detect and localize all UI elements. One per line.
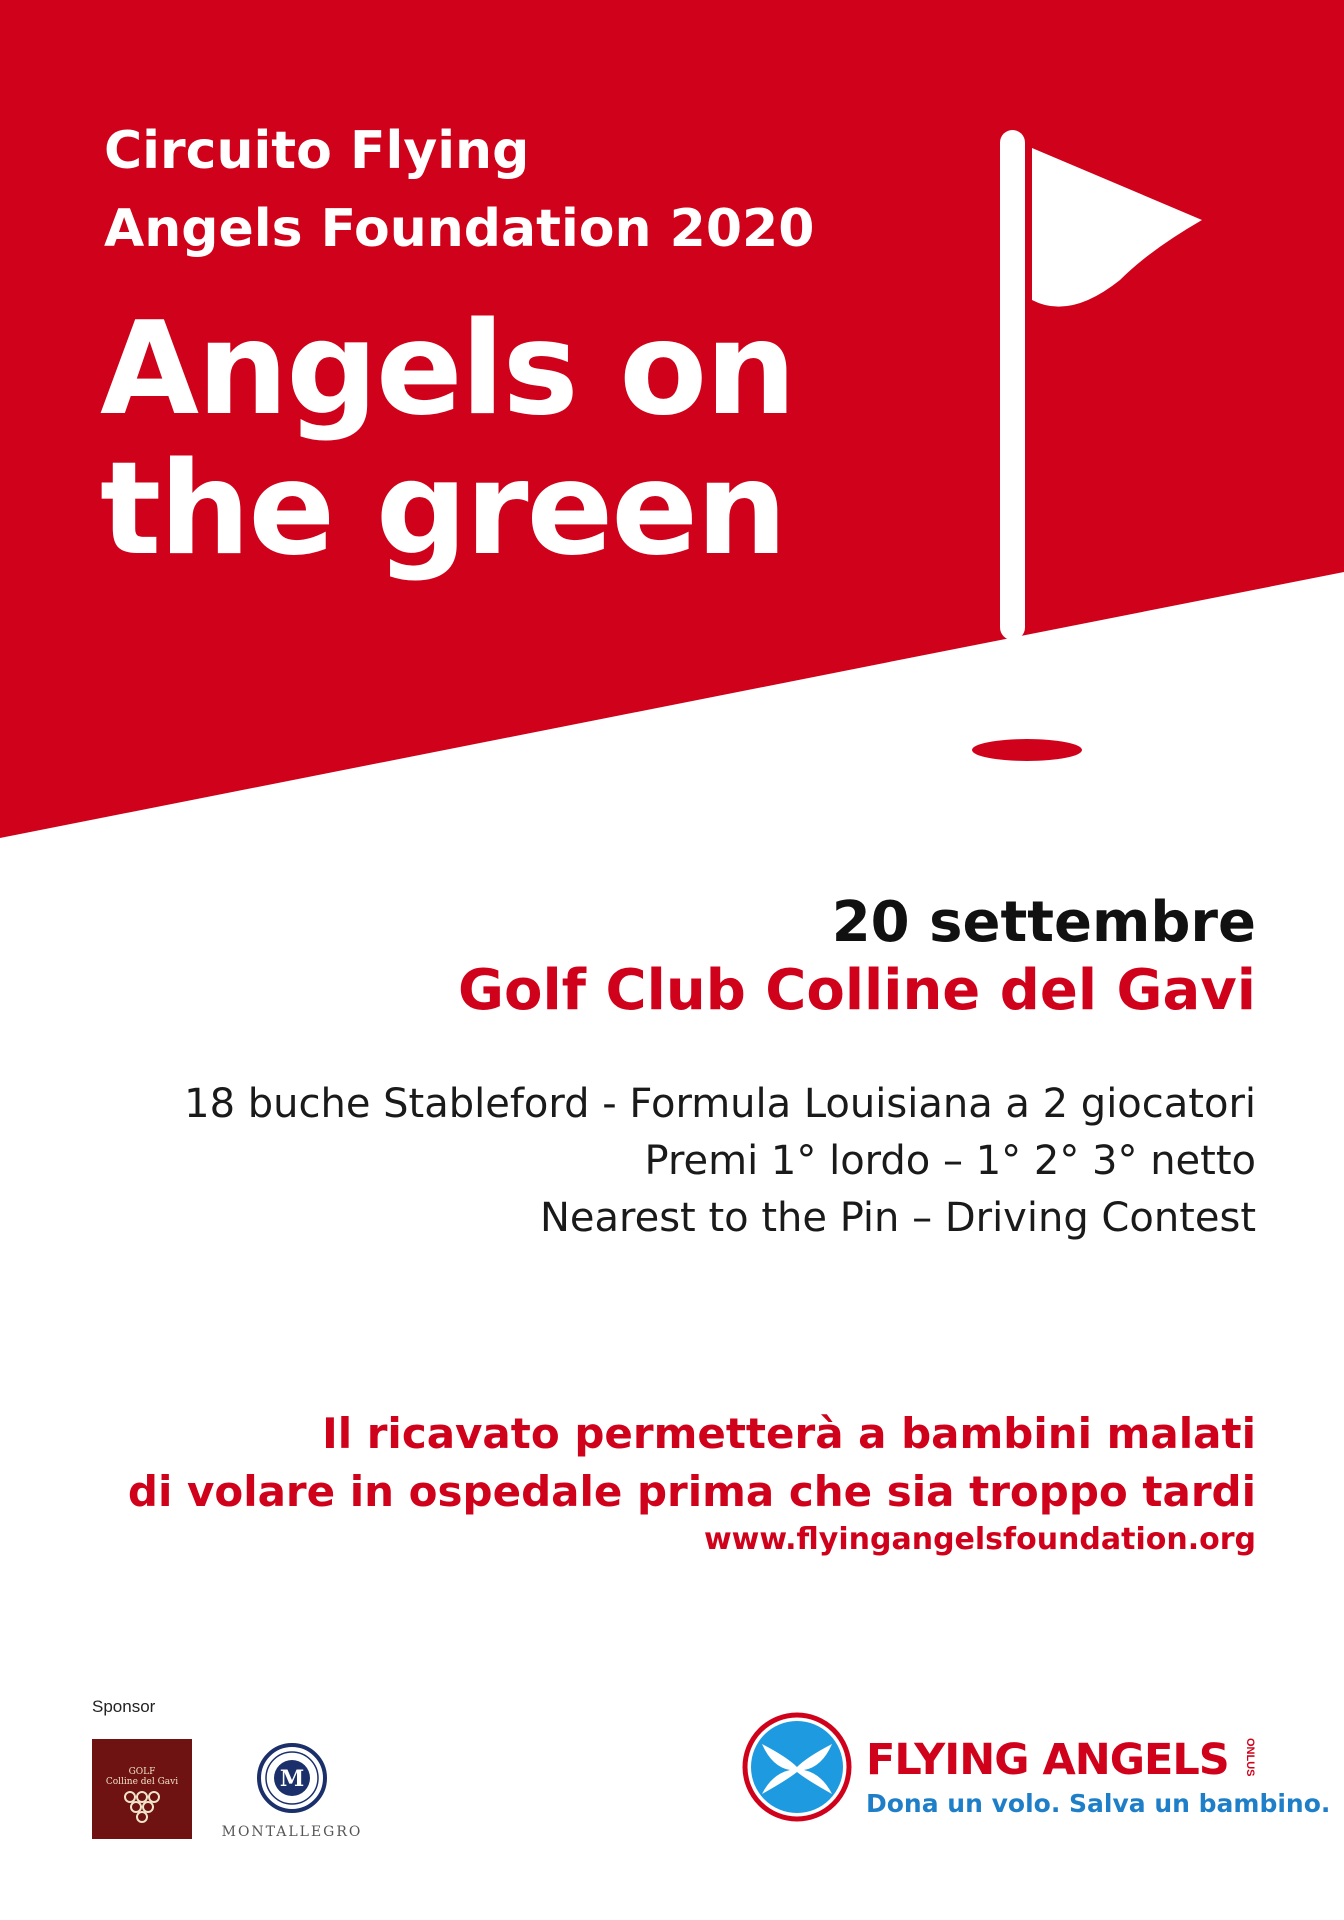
sponsor-golf-colline-logo <box>92 1739 192 1839</box>
charity-message: Il ricavato permetterà a bambini malati di volare in ospedale prima che sia troppo tardi <box>127 1409 1256 1516</box>
organizer-tagline: Dona un volo. Salva un bambino. <box>866 1789 1331 1818</box>
charity-website-link[interactable]: www.flyingangelsfoundation.org <box>703 1522 1256 1557</box>
event-date: 20 settembre <box>831 890 1256 955</box>
montallegro-name: MONTALLEGRO <box>221 1824 363 1840</box>
detail-contests: Nearest to the Pin – Driving Contest <box>540 1195 1256 1241</box>
golf-hole-icon <box>972 739 1082 761</box>
event-venue: Golf Club Colline del Gavi <box>458 958 1256 1023</box>
flying-angels-logo-icon <box>742 1712 852 1822</box>
golf-flag-icon <box>930 120 1230 770</box>
golf-logo-line1: GOLF <box>128 1767 156 1777</box>
detail-prizes: Premi 1° lordo – 1° 2° 3° netto <box>644 1138 1256 1184</box>
event-details <box>184 1076 1256 1247</box>
golf-logo-line2: Colline del Gavi <box>105 1777 179 1787</box>
detail-format: 18 buche Stableford - Formula Louisiana a 2 giocatori <box>184 1081 1256 1127</box>
organizer-name: FLYING ANGELS <box>866 1735 1229 1785</box>
organizer-onlus: ONLUS <box>1244 1738 1256 1777</box>
series-title: Circuito Flying Angels Foundation 2020 <box>104 121 815 259</box>
svg-text:M: M <box>279 1766 305 1792</box>
sponsor-label: Sponsor <box>92 1697 156 1716</box>
grapes-icon <box>122 1791 162 1825</box>
event-title: Angels on the green <box>100 295 795 584</box>
